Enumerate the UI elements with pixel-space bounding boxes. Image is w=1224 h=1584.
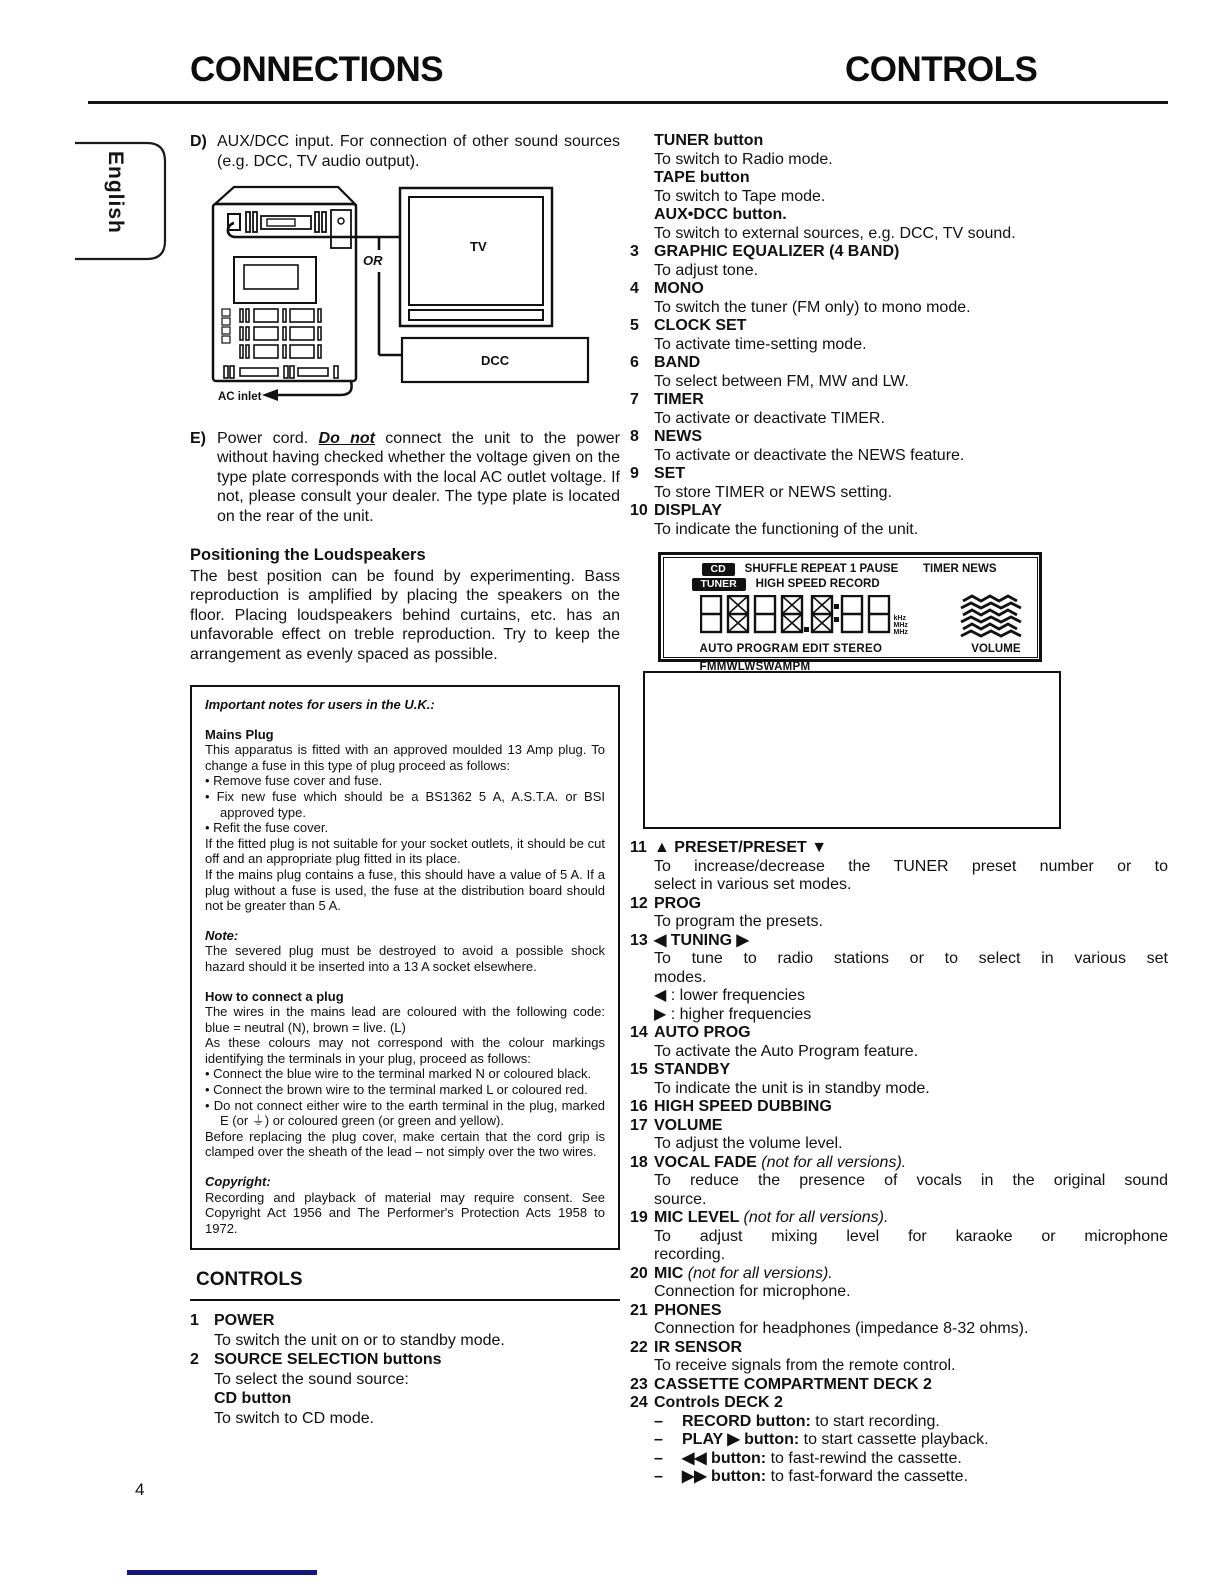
controls-line: AUX•DCC button. [654,206,787,223]
frequency-units [894,615,908,636]
controls-list-top [630,132,1168,539]
uk-notes-block: As these colours may not correspond with the colour markings identifying the terminals in your plug, proceed as follows: [205,1035,605,1066]
ac-inlet-arrow [262,381,352,401]
controls-line: To switch to CD mode. [214,1409,375,1427]
display-row2-text: HIGH SPEED RECORD [755,577,880,590]
controls-line: To store TIMER or NEWS setting. [654,483,892,501]
controls-line: – RECORD button: to start recording. [654,1412,940,1430]
controls-line: To activate or deactivate TIMER. [654,409,885,427]
controls-line: To adjust the volume level. [654,1135,843,1152]
uk-notes-block: If the mains plug contains a fuse, this should have a value of 5 A. If a plug without a fuse is used, the fuse at the distribution board should not be greater than 5 A. [205,866,605,914]
display-indicator-row-2 [674,577,1027,592]
positioning-section [190,546,620,664]
volume-waves-icon [959,593,1023,639]
diagram-tv-label: TV [470,239,487,254]
page-title-controls: CONTROLS [845,50,1038,89]
tv-box [400,188,552,326]
controls-line: 22 IR SENSOR [630,1338,743,1356]
unit-label: MHz [893,628,908,636]
controls-line: 21 PHONES [630,1301,722,1319]
controls-line: To receive signals from the remote control. [654,1357,956,1374]
controls-line: 16 HIGH SPEED DUBBING [630,1098,832,1115]
controls-list-left [190,1311,620,1428]
controls-line: TUNER button [654,132,764,149]
controls-line: 10 DISPLAY [630,502,722,519]
uk-notes-block: • Remove fuse cover and fuse. [205,773,383,789]
uk-notes-block: The severed plug must be destroyed to avoid a possible shock hazard should it be inserted into a 13 A socket elsewhere. [205,943,605,974]
controls-line: To activate time-setting mode. [654,335,867,353]
controls-line: – ◀◀ button: to fast-rewind the cassette. [654,1449,962,1467]
display-panel-inner [663,557,1038,673]
item-e-paragraph [190,429,620,527]
item-d-text: AUX/DCC input. For connection of other sound sources (e.g. DCC, TV audio output). [217,133,620,170]
controls-line: To program the presets. [654,913,823,930]
controls-line: 20 MIC (not for all versions). [630,1264,833,1282]
positioning-body: The best position can be found by experimenting. Bass reproduction is amplified by placing the speakers on the floor. Placing loudspeakers behind curtains, etc. has an unfavorable effect on treble reproduction. Try to keep the arrangement as evenly spaced as possible. [190,567,620,663]
item-e-text-1: Power cord. [217,429,319,447]
controls-line: 23 CASSETTE COMPARTMENT DECK 2 [630,1375,932,1393]
controls-line: To switch the unit on or to standby mode. [214,1331,505,1349]
uk-notes-box [190,685,620,1250]
uk-notes-block: • Fix new fuse which should be a BS1362 5 A, A.S.T.A. or BSI approved type. [205,788,605,820]
controls-section-left [190,1270,620,1428]
controls-line: To switch to external sources, e.g. DCC, TV sound. [654,224,1016,242]
controls-line: 15 STANDBY [630,1061,731,1078]
controls-line: 1 POWER [190,1312,275,1330]
cd-indicator-badge: CD [702,563,735,576]
controls-line: select in various set modes. [654,876,852,893]
segment-digits [700,595,892,635]
controls-line: To reduce the presence of vocals in the original sound [654,1172,1168,1189]
display-row1-text: SHUFFLE REPEAT 1 PAUSE [744,562,899,575]
controls-line: To switch the tuner (FM only) to mono mode. [654,298,971,316]
uk-notes-block: The wires in the mains lead are coloured with the following code: blue = neutral (N), brown = live. (L) [205,1004,605,1035]
controls-line: 24 Controls DECK 2 [630,1394,783,1411]
uk-notes-block: Recording and playback of material may require consent. See Copyright Act 1956 and The Performer's Protection Acts 1958 to 1972. [205,1189,605,1236]
controls-heading-rule [190,1299,620,1302]
uk-notes-block: Important notes for users in the U.K.: [205,697,435,712]
controls-line: – ▶▶ button: to fast-forward the cassette. [654,1468,969,1485]
unit-label: kHz [893,614,906,622]
page-number: 4 [135,1480,145,1499]
controls-line: 11 ▲ PRESET/PRESET ▼ [630,839,828,856]
controls-line: To select between FM, MW and LW. [654,372,909,390]
uk-notes-block: • Connect the blue wire to the terminal marked N or coloured black. [205,1066,592,1082]
controls-line: To select the sound source: [214,1370,409,1388]
controls-line: source. [654,1190,707,1208]
controls-line: 5 CLOCK SET [630,317,747,334]
controls-line: ◀ : lower frequencies [654,987,806,1004]
page-title-connections: CONNECTIONS [190,50,444,89]
controls-line: TAPE button [654,169,750,186]
controls-line: modes. [654,968,707,986]
controls-line: 2 SOURCE SELECTION buttons [190,1351,442,1369]
diagram-or-label: OR [363,253,383,268]
uk-notes-block: • Refit the fuse cover. [205,820,329,836]
item-e-do-not: Do not [318,429,376,447]
controls-line: To increase/decrease the TUNER preset number or to [654,857,1168,875]
controls-line: To adjust mixing level for karaoke or microphone [654,1227,1168,1245]
left-column [190,132,620,1428]
controls-line: 4 MONO [630,280,704,297]
controls-line: Connection for microphone. [654,1283,851,1300]
uk-notes-block: • Do not connect either wire to the earth terminal in the plug, marked E (or ⏚) or coloured green (or green and yellow). [205,1097,605,1129]
controls-line: To activate or deactivate the NEWS feature. [654,446,965,464]
display-digits-row [700,595,1027,639]
connection-diagram [200,183,620,417]
header-rule [88,101,1168,104]
footer-bar [127,1570,317,1575]
controls-line: To activate the Auto Program feature. [654,1042,919,1060]
diagram-dcc-label: DCC [481,353,510,368]
controls-line: To adjust tone. [654,261,759,279]
controls-line: – PLAY ▶ button: to start cassette playback. [654,1431,989,1448]
controls-line: 3 GRAPHIC EQUALIZER (4 BAND) [630,243,900,260]
stereo-unit-drawing [213,187,356,381]
controls-line: To switch to Tape mode. [654,187,826,205]
controls-line: CD button [214,1390,292,1408]
controls-line: To indicate the unit is in standby mode. [654,1079,930,1097]
controls-line: 12 PROG [630,894,702,912]
language-tab [75,138,175,266]
volume-label: VOLUME [971,642,1021,655]
diagram-ac-inlet-label: AC inlet [218,391,262,403]
controls-line: 7 TIMER [630,391,704,408]
unit-label: MHz [893,621,908,629]
item-e-text-2: connect the unit to the power without having checked whether the voltage given on the type plate corresponds with the local AC outlet voltage. If not, please consult your dealer. The type plate is located on the rear of the unit. [217,429,621,525]
controls-line: recording. [654,1246,726,1263]
controls-heading: CONTROLS [196,1269,303,1291]
uk-notes-block: How to connect a plug [205,988,344,1004]
controls-line: To switch to Radio mode. [654,150,833,168]
controls-line: 8 NEWS [630,428,702,445]
controls-line: Connection for headphones (impedance 8-32 ohms). [654,1320,1029,1337]
display-bottom-text: AUTO PROGRAM EDIT STEREO FMMWLWSWAMPM [699,642,883,673]
display-panel [658,552,1042,673]
uk-notes-block: This apparatus is fitted with an approved moulded 13 Amp plug. To change a fuse in this type of plug proceed as follows: [205,742,605,773]
uk-notes-block: Copyright: [205,1174,271,1190]
display-bottom-row [674,640,1027,673]
uk-notes-block: Note: [205,927,239,943]
controls-line: 14 AUTO PROG [630,1024,751,1041]
controls-line: 9 SET [630,465,686,482]
item-d-label: D) [190,133,207,150]
right-column [630,132,1168,1487]
uk-notes-block: If the fitted plug is not suitable for your socket outlets, it should be cut off and an appropriate plug fitted in its place. [205,835,605,867]
display-row1-right-text: TIMER NEWS [923,562,997,575]
tuner-indicator-badge: TUNER [692,578,746,591]
controls-line: ▶ : higher frequencies [654,1005,812,1023]
uk-notes-block: • Connect the brown wire to the terminal marked L or coloured red. [205,1082,588,1098]
controls-line: 13 ◀ TUNING ▶ [630,931,749,949]
item-d-paragraph [190,132,620,171]
item-e-label: E) [190,429,206,447]
controls-line: 6 BAND [630,354,701,371]
controls-line: 19 MIC LEVEL (not for all versions). [630,1209,889,1226]
controls-line: 18 VOCAL FADE (not for all versions). [630,1153,907,1171]
uk-notes-block: Mains Plug [205,726,274,742]
controls-line: To indicate the functioning of the unit. [654,520,919,538]
controls-line: To tune to radio stations or to select in various set [654,950,1168,967]
controls-line: 17 VOLUME [630,1116,723,1134]
uk-notes-block: Before replacing the plug cover, make certain that the cord grip is clamped over the sheath of the lead – not simply over the two wires. [205,1128,605,1160]
positioning-heading: Positioning the Loudspeakers [190,546,426,564]
controls-list-bottom [630,839,1168,1487]
language-label: English [104,151,127,234]
empty-illustration-box [643,671,1061,829]
